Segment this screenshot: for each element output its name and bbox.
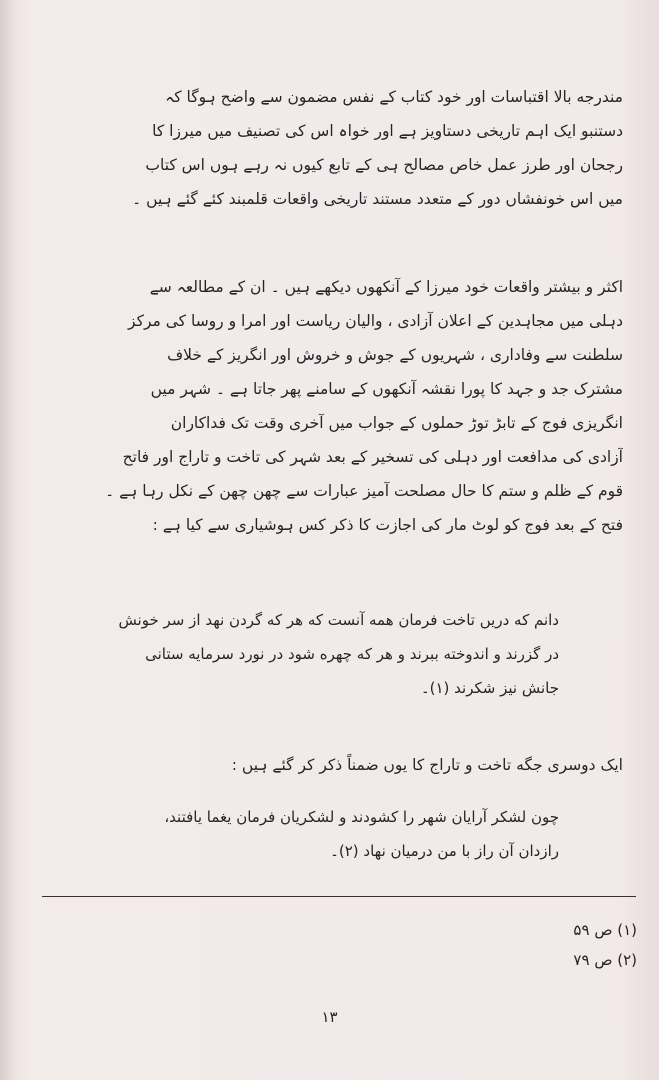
paragraph-events bbox=[33, 270, 623, 542]
persian-quote-1 bbox=[99, 603, 559, 705]
footnote-1: (۱) ص ۵۹ bbox=[573, 921, 637, 939]
persian-quote-2 bbox=[99, 800, 559, 868]
quote-line: رازدان آن راز با من درمیان نهاد (۲)۔ bbox=[330, 842, 559, 860]
text-line: آزادی کی مدافعت اور دہلی کی تسخیر کے بعد شہر کی تاخت و تاراج اور فاتح bbox=[122, 448, 623, 466]
text-line: رجحان اور طرز عمل خاص مصالح ہی کے تابع کیوں نہ رہے ہوں اس کتاب bbox=[145, 156, 623, 174]
page-number: ۱۳ bbox=[321, 1008, 338, 1026]
footnotes bbox=[573, 915, 637, 975]
quote-line: چون لشکر آرایان شهر را کشودند و لشکریان فرمان یغما یافتند، bbox=[164, 808, 559, 826]
footnote-2: (۲) ص ۷۹ bbox=[573, 951, 637, 969]
text-line: فتح کے بعد فوج کو لوٹ مار کی اجازت کا ذکر کس ہوشیاری سے کیا ہے : bbox=[152, 516, 623, 534]
book-spine-shadow bbox=[0, 0, 14, 1080]
quote-line: در گزرند و اندوخته ببرند و هر که چهره شود در نورد سرمایه ستانی bbox=[145, 645, 559, 663]
text-line: مندرجه بالا اقتباسات اور خود کتاب کے نفس مضمون سے واضح ہوگا کہ bbox=[165, 88, 623, 106]
text-line: ایک دوسری جگه تاخت و تاراج کا یوں ضمناً ذکر کر گئے ہیں : bbox=[231, 756, 623, 774]
text-line: سلطنت سے وفاداری ، شہریوں کے جوش و خروش اور انگریز کے خلاف bbox=[167, 346, 623, 364]
text-line: قوم کے ظلم و ستم کا حال مصلحت آمیز عبارات سے چھن چھن کے نکل رہا ہے ۔ bbox=[105, 482, 623, 500]
quote-line: دانم که دریں تاخت فرمان همه آنست که هر که گردن نهد از سر خونش bbox=[118, 611, 559, 629]
text-line: میں اس خونفشاں دور کے متعدد مستند تاریخی واقعات قلمبند کئے گئے ہیں ۔ bbox=[132, 190, 623, 208]
text-line: دستنبو ایک اہم تاریخی دستاویز ہے اور خواہ اس کی تصنیف میں میرزا کا bbox=[152, 122, 623, 140]
paragraph-intro bbox=[33, 80, 623, 216]
paragraph-second-mention bbox=[33, 748, 623, 782]
text-line: دہلی میں مجاہدین کے اعلان آزادی ، والیان ریاست اور امرا و روسا کی مرکز bbox=[128, 312, 623, 330]
text-line: اکثر و بیشتر واقعات خود میرزا کے آنکھوں دیکھے ہیں ۔ ان کے مطالعہ سے bbox=[149, 278, 623, 296]
footnote-divider bbox=[42, 896, 636, 897]
text-line: انگریزی فوج کے تابڑ توڑ حملوں کے جواب میں آخری وقت تک فداکاران bbox=[170, 414, 623, 432]
text-line: مشترک جد و جہد کا پورا نقشہ آنکھوں کے سامنے پھر جاتا ہے ۔ شہر میں bbox=[150, 380, 623, 398]
quote-line: جانش نیز شکرند (۱)۔ bbox=[420, 679, 559, 697]
